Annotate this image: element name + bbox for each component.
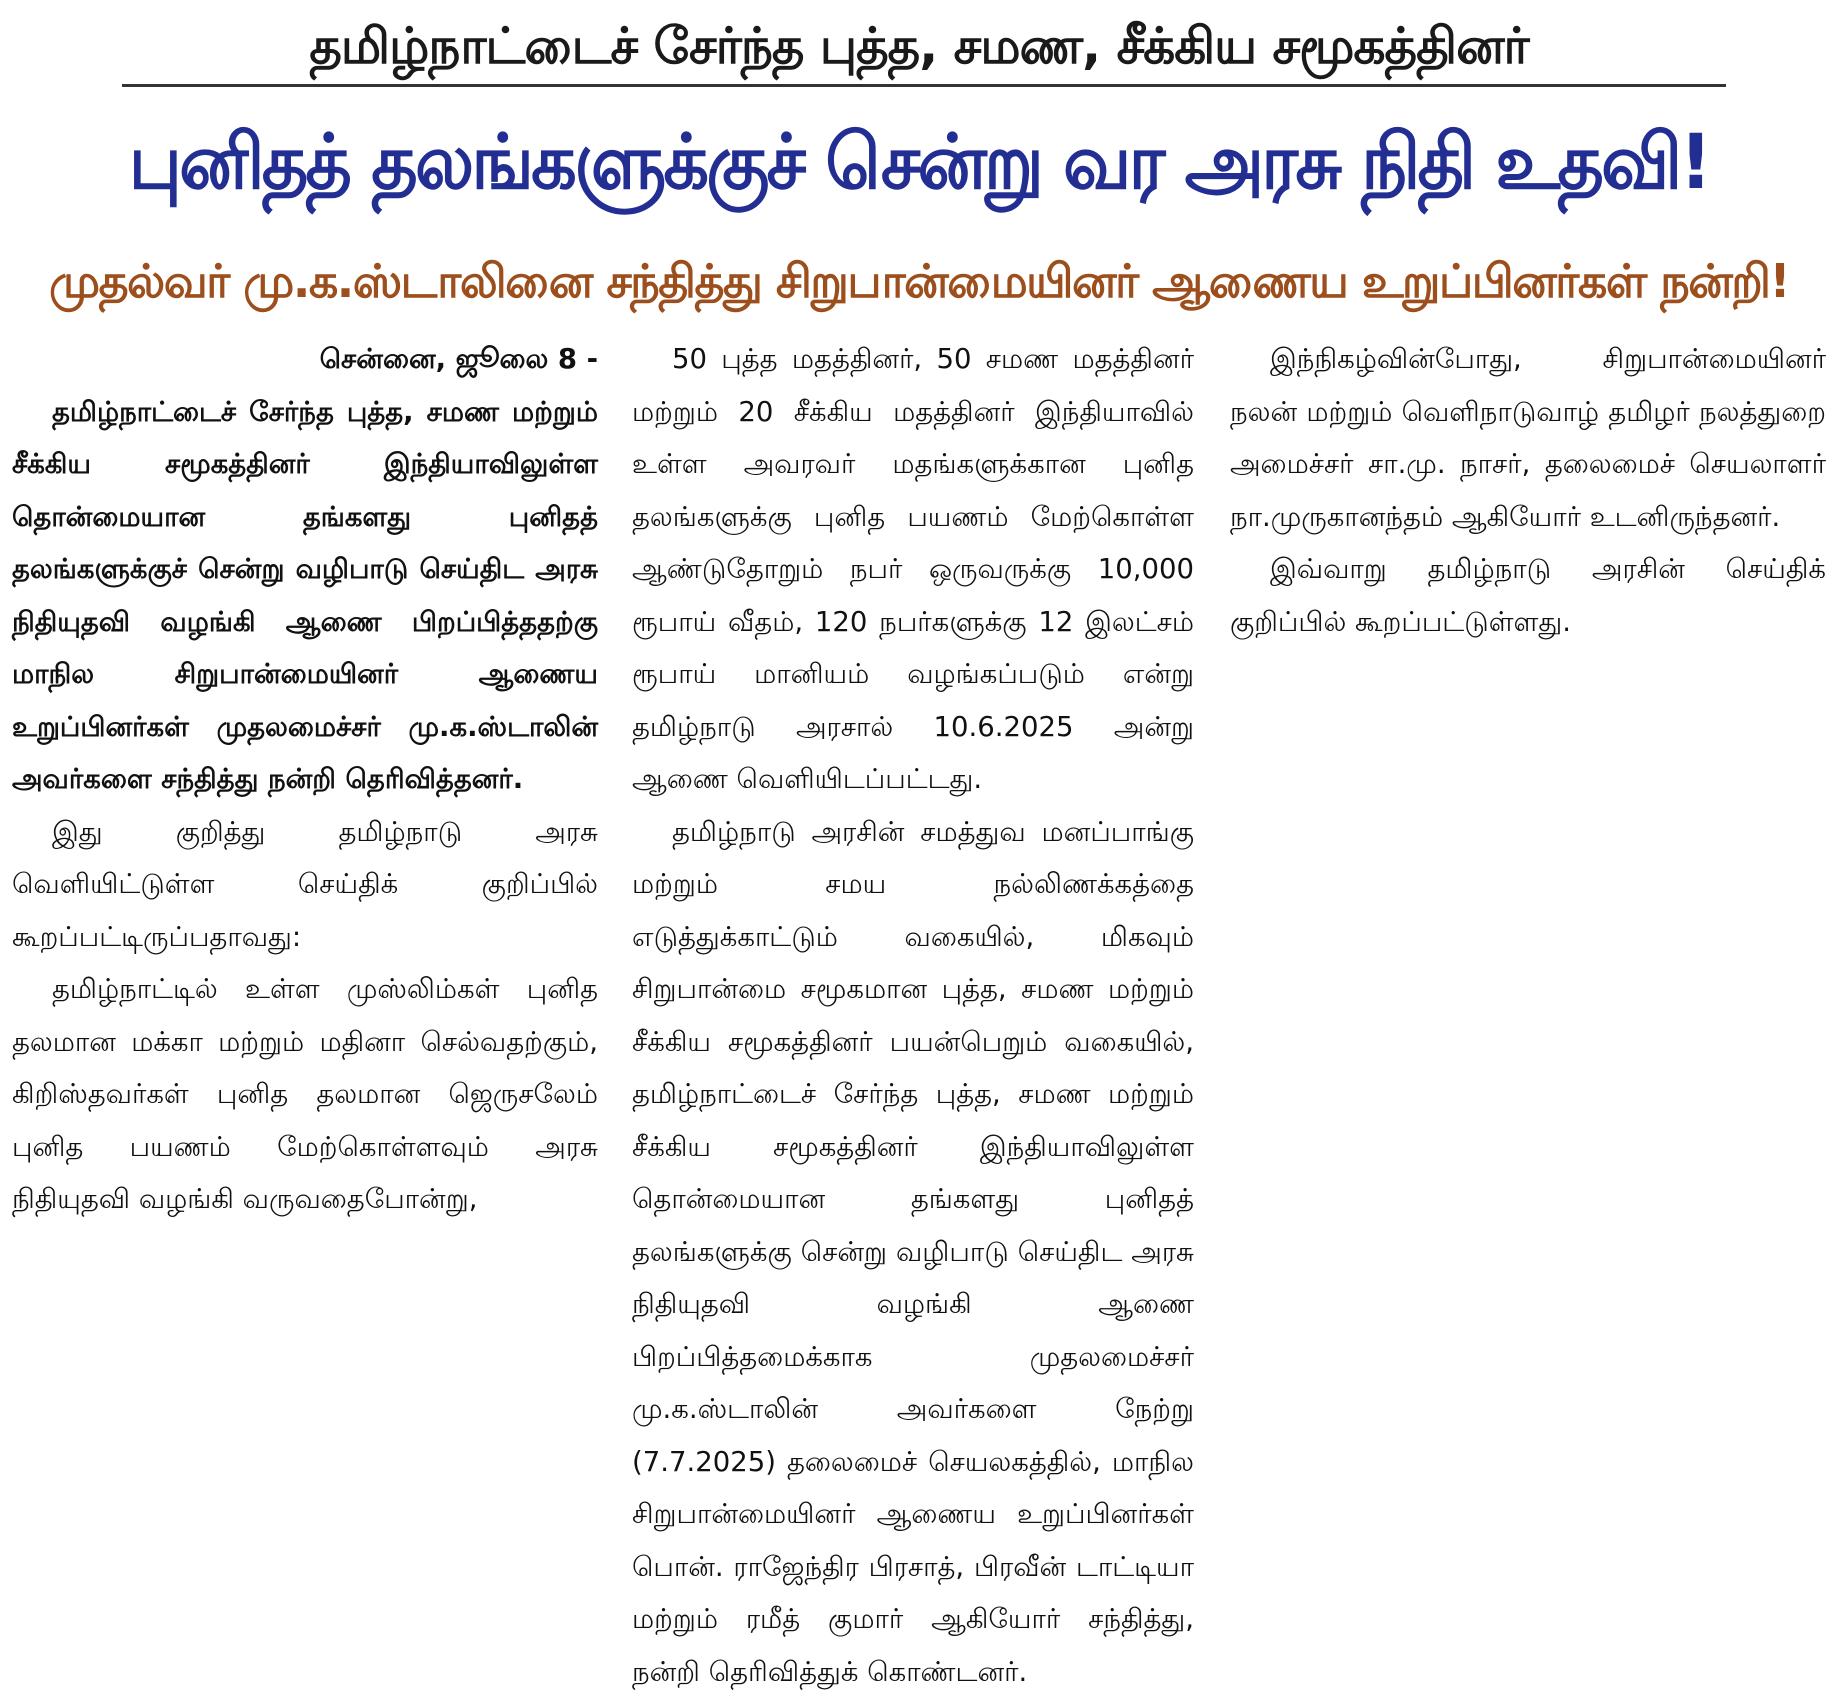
article-headline: புனிதத் தலங்களுக்குச் சென்று வர அரசு நிதி உதவி!: [66, 87, 1771, 235]
lead-paragraph: தமிழ்நாட்டைச் சேர்ந்த புத்த, சமண மற்றும் சீக்கிய சமூகத்தினர் இந்தியாவிலுள்ள தொன்மையான தங்களது புனிதத் தலங்களுக்குச் சென்று வழிபாடு செய்திட அரசு நிதியுதவி வழங்கி ஆணை பிறப்பித்ததற்கு மாநில சிறுபான்மையினர் ஆணைய உறுப்பினர்கள் முதலமைச்சர் மு.க.ஸ்டாலின் அவர்களை சந்தித்து நன்றி தெரிவித்தனர்.: [12, 386, 598, 806]
body-column-2: [612, 333, 1212, 1253]
article-kicker: தமிழ்நாட்டைச் சேர்ந்த புத்த, சமண, சீக்கிய சமூகத்தினர்: [12, 0, 1826, 78]
body-column-1: [12, 333, 612, 1253]
body-paragraph: 50 புத்த மதத்தினர், 50 சமண மதத்தினர் மற்றும் 20 சீக்கிய மதத்தினர் இந்தியாவில் உள்ள அவரவர் மதங்களுக்கான புனித தலங்களுக்கு புனித பயணம் மேற்கொள்ள ஆண்டுதோறும் நபர் ஒருவருக்கு 10,000 ரூபாய் வீதம், 120 நபர்களுக்கு 12 இலட்சம் ரூபாய் மானியம் வழங்கப்படும் என்று தமிழ்நாடு அரசால் 10.6.2025 அன்று ஆணை வெளியிடப்பட்டது.: [632, 333, 1194, 806]
body-column-3: [1212, 333, 1826, 1253]
body-paragraph: இது குறித்து தமிழ்நாடு அரசு வெளியிட்டுள்ள செய்திக் குறிப்பில் கூறப்பட்டிருப்பதாவது:: [12, 806, 598, 964]
article-subheadline: முதல்வர் மு.க.ஸ்டாலினை சந்தித்து சிறுபான்மையினர் ஆணைய உறுப்பினர்கள் நன்றி!: [12, 235, 1826, 327]
body-paragraph: இந்நிகழ்வின்போது, சிறுபான்மையினர் நலன் மற்றும் வெளிநாடுவாழ் தமிழர் நலத்துறை அமைச்சர் சா.மு. நாசர், தலைமைச் செயலாளர் நா.முருகானந்தம் ஆகியோர் உடனிருந்தனர்.: [1230, 333, 1826, 543]
body-paragraph: தமிழ்நாடு அரசின் சமத்துவ மனப்பாங்கு மற்றும் சமய நல்லிணக்கத்தை எடுத்துக்காட்டும் வகையில், மிகவும் சிறுபான்மை சமூகமான புத்த, சமண மற்றும் சீக்கிய சமூகத்தினர் பயன்பெறும் வகையில், தமிழ்நாட்டைச் சேர்ந்த புத்த, சமண மற்றும் சீக்கிய சமூகத்தினர் இந்தியாவிலுள்ள தொன்மையான தங்களது புனிதத் தலங்களுக்கு சென்று வழிபாடு செய்திட அரசு நிதியுதவி வழங்கி ஆணை பிறப்பித்தமைக்காக முதலமைச்சர் மு.க.ஸ்டாலின் அவர்களை நேற்று (7.7.2025) தலைமைச் செயலகத்தில், மாநில சிறுபான்மையினர் ஆணைய உறுப்பினர்கள் பொன். ராஜேந்திர பிரசாத், பிரவீன் டாட்டியா மற்றும் ரமீத் குமார் ஆகியோர் சந்தித்து, நன்றி தெரிவித்துக் கொண்டனர்.: [632, 806, 1194, 1698]
body-paragraph: இவ்வாறு தமிழ்நாடு அரசின் செய்திக் குறிப்பில் கூறப்பட்டுள்ளது.: [1230, 543, 1826, 648]
article-body: [12, 333, 1826, 1253]
dateline: சென்னை, ஜூலை 8 -: [12, 333, 598, 386]
body-paragraph: தமிழ்நாட்டில் உள்ள முஸ்லிம்கள் புனித தலமான மக்கா மற்றும் மதினா செல்வதற்கும், கிறிஸ்தவர்கள் புனித தலமான ஜெருசலேம் புனித பயணம் மேற்கொள்ளவும் அரசு நிதியுதவி வழங்கி வருவதைபோன்று,: [12, 963, 598, 1226]
